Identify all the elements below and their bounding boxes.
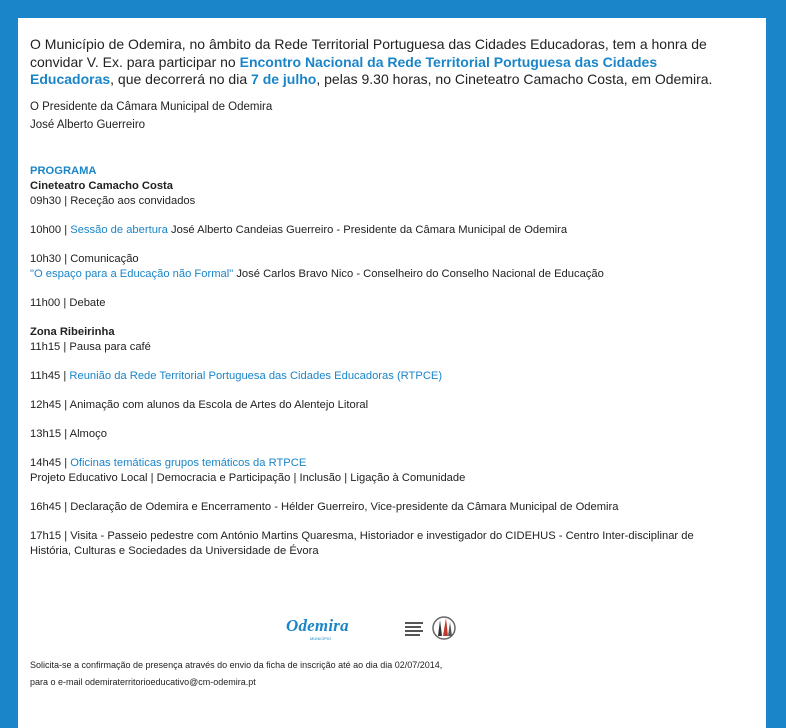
intro-part3: , pelas 9.30 horas, no Cineteatro Camacho Costa, em Odemira.: [316, 71, 713, 87]
item-1245: 12h45 | Animação com alunos da Escola de Artes do Alentejo Litoral: [30, 398, 369, 411]
item-1115: 11h15 | Pausa para café: [30, 340, 151, 353]
item-1000-session: Sessão de abertura: [70, 223, 168, 236]
item-1030-title: "O espaço para a Educação não Formal": [30, 267, 234, 280]
footer-rsvp: Solicita-se a confirmação de presença através do envio da ficha de inscrição até ao dia dia 02/07/2014,: [30, 660, 443, 670]
item-0930: 09h30 | Receção aos convidados: [30, 194, 196, 207]
signature: [30, 98, 720, 134]
logos: [286, 612, 476, 648]
venue-ribeirinha: Zona Ribeirinha: [30, 325, 115, 338]
item-1030-time: 10h30 | Comunicação: [30, 252, 139, 265]
venue-cineteatro: Cineteatro Camacho Costa: [30, 179, 173, 192]
educating-cities-logo-icon: [402, 612, 462, 646]
item-1000: [30, 223, 720, 238]
item-1000-time: 10h00 |: [30, 223, 71, 236]
item-1145-time: 11h45 |: [30, 369, 70, 382]
intro-part2: , que decorrerá no dia: [110, 71, 252, 87]
item-1145-title: Reunião da Rede Territorial Portuguesa das Cidades Educadoras (RTPCE): [69, 369, 443, 382]
item-1445-time: 14h45 |: [30, 456, 71, 469]
item-1445: [30, 456, 720, 471]
bottom-strip: [18, 713, 766, 728]
footer-email: para o e-mail odemiraterritorioeducativo@cm-odemira.pt: [30, 677, 256, 687]
event-name: Encontro Nacional da Rede Territorial Portuguesa das Cidades Educadoras: [30, 53, 658, 87]
odemira-logo-sub: MUNICÍPIO: [310, 636, 332, 641]
item-1645: 16h45 | Declaração de Odemira e Encerramento - Hélder Guerreiro, Vice-presidente da Câmara Municipal de Odemira: [30, 500, 619, 513]
footer: [30, 657, 442, 691]
item-1315: 13h15 | Almoço: [30, 427, 107, 440]
programa: [30, 164, 720, 559]
signature-name: José Alberto Guerreiro: [30, 118, 146, 131]
item-1145: [30, 369, 720, 384]
item-1100: 11h00 | Debate: [30, 296, 106, 309]
item-1445-title: Oficinas temáticas grupos temáticos da RTPCE: [70, 456, 307, 469]
invitation-intro: [30, 36, 720, 89]
item-1715: 17h15 | Visita - Passeio pedestre com António Martins Quaresma, Historiador e investigador do CIDEHUS - Centro Inter-disciplinar de História, Culturas e Sociedades da Universidade de Évora: [30, 529, 694, 557]
event-date: 7 de julho: [251, 71, 317, 87]
invitation-content: [30, 36, 720, 559]
intro-part1: O Município de Odemira, no âmbito da Rede Territorial Portuguesa das Cidades Educadoras, tem a honra de convidar V. Ex. para participar no: [30, 36, 707, 70]
item-1030-rest: José Carlos Bravo Nico - Conselheiro do Conselho Nacional de Educação: [233, 267, 604, 280]
item-1445-topics: Projeto Educativo Local | Democracia e Participação | Inclusão | Ligação à Comunidade: [30, 471, 466, 484]
odemira-logo: Odemira: [286, 616, 349, 635]
signature-role: O Presidente da Câmara Municipal de Odemira: [30, 100, 273, 113]
item-1000-rest: José Alberto Candeias Guerreiro - Presidente da Câmara Municipal de Odemira: [167, 223, 568, 236]
item-1030: [30, 267, 720, 282]
programa-title: PROGRAMA: [30, 164, 97, 177]
